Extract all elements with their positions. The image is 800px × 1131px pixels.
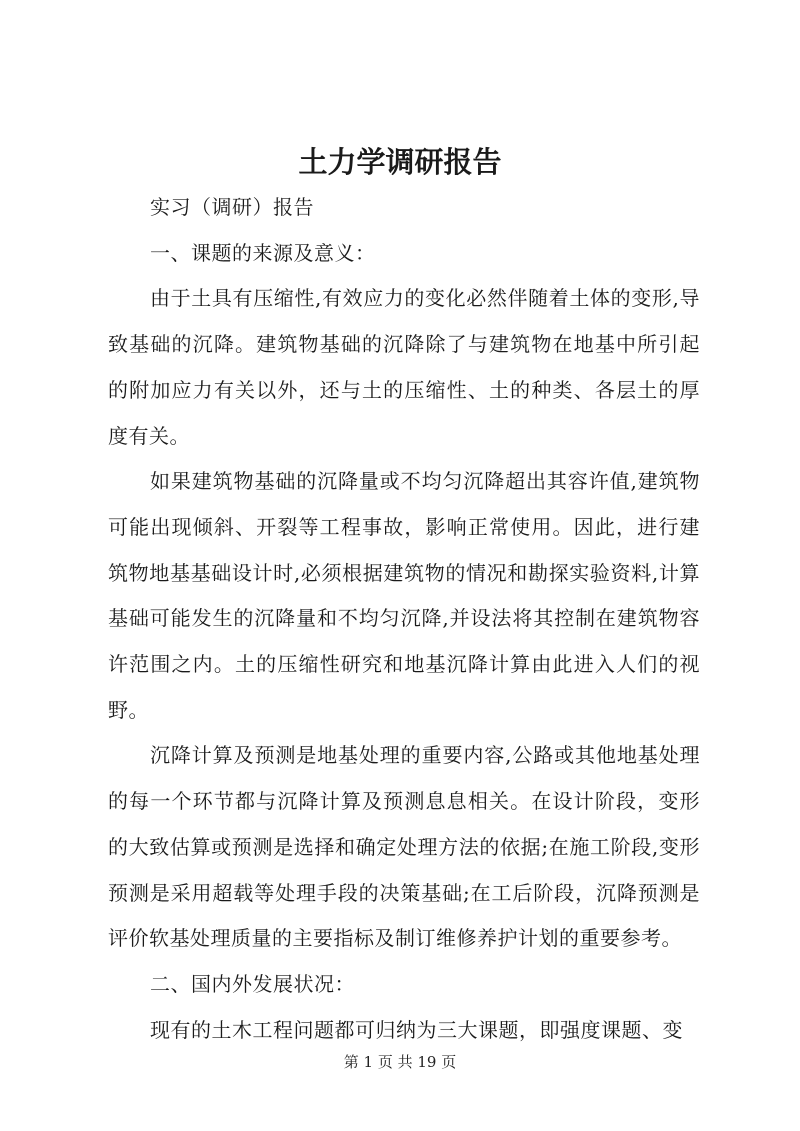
document-body	[108, 185, 700, 1053]
section-heading-source: 一、课题的来源及意义：	[150, 240, 376, 265]
section-heading-status: 二、国内外发展状况：	[150, 971, 355, 996]
report-subtitle: 实习（调研）报告	[150, 195, 314, 219]
body-paragraph: 沉降计算及预测是地基处理的重要内容,公路或其他地基处理的每一个环节都与沉降计算及预测息息相关。在设计阶段，变形的大致估算或预测是选择和确定处理方法的依据;在施工阶段,变形预测是采用超载等处理手段的决策基础;在工后阶段，沉降预测是评价软基处理质量的主要指标及制订维修养护计划的重要参考。	[108, 743, 700, 951]
page-number: 第 1 页 共 19 页	[343, 1053, 457, 1071]
body-paragraph: 如果建筑物基础的沉降量或不均匀沉降超出其容许值,建筑物可能出现倾斜、开裂等工程事故，影响正常使用。因此，进行建筑物地基基础设计时,必须根据建筑物的情况和勘探实验资料,计算基础可能发生的沉降量和不均匀沉降,并设法将其控制在建筑物容许范围之内。土的压缩性研究和地基沉降计算由此进入人们的视野。	[108, 469, 700, 722]
body-paragraph: 现有的土木工程问题都可归纳为三大课题，即强度课题、变	[150, 1017, 683, 1042]
document-title: 土力学调研报告	[298, 145, 502, 179]
body-paragraph: 由于土具有压缩性,有效应力的变化必然伴随着土体的变形,导致基础的沉降。建筑物基础的沉降除了与建筑物在地基中所引起的附加应力有关以外，还与土的压缩性、土的种类、各层土的厚度有关。	[108, 286, 700, 448]
